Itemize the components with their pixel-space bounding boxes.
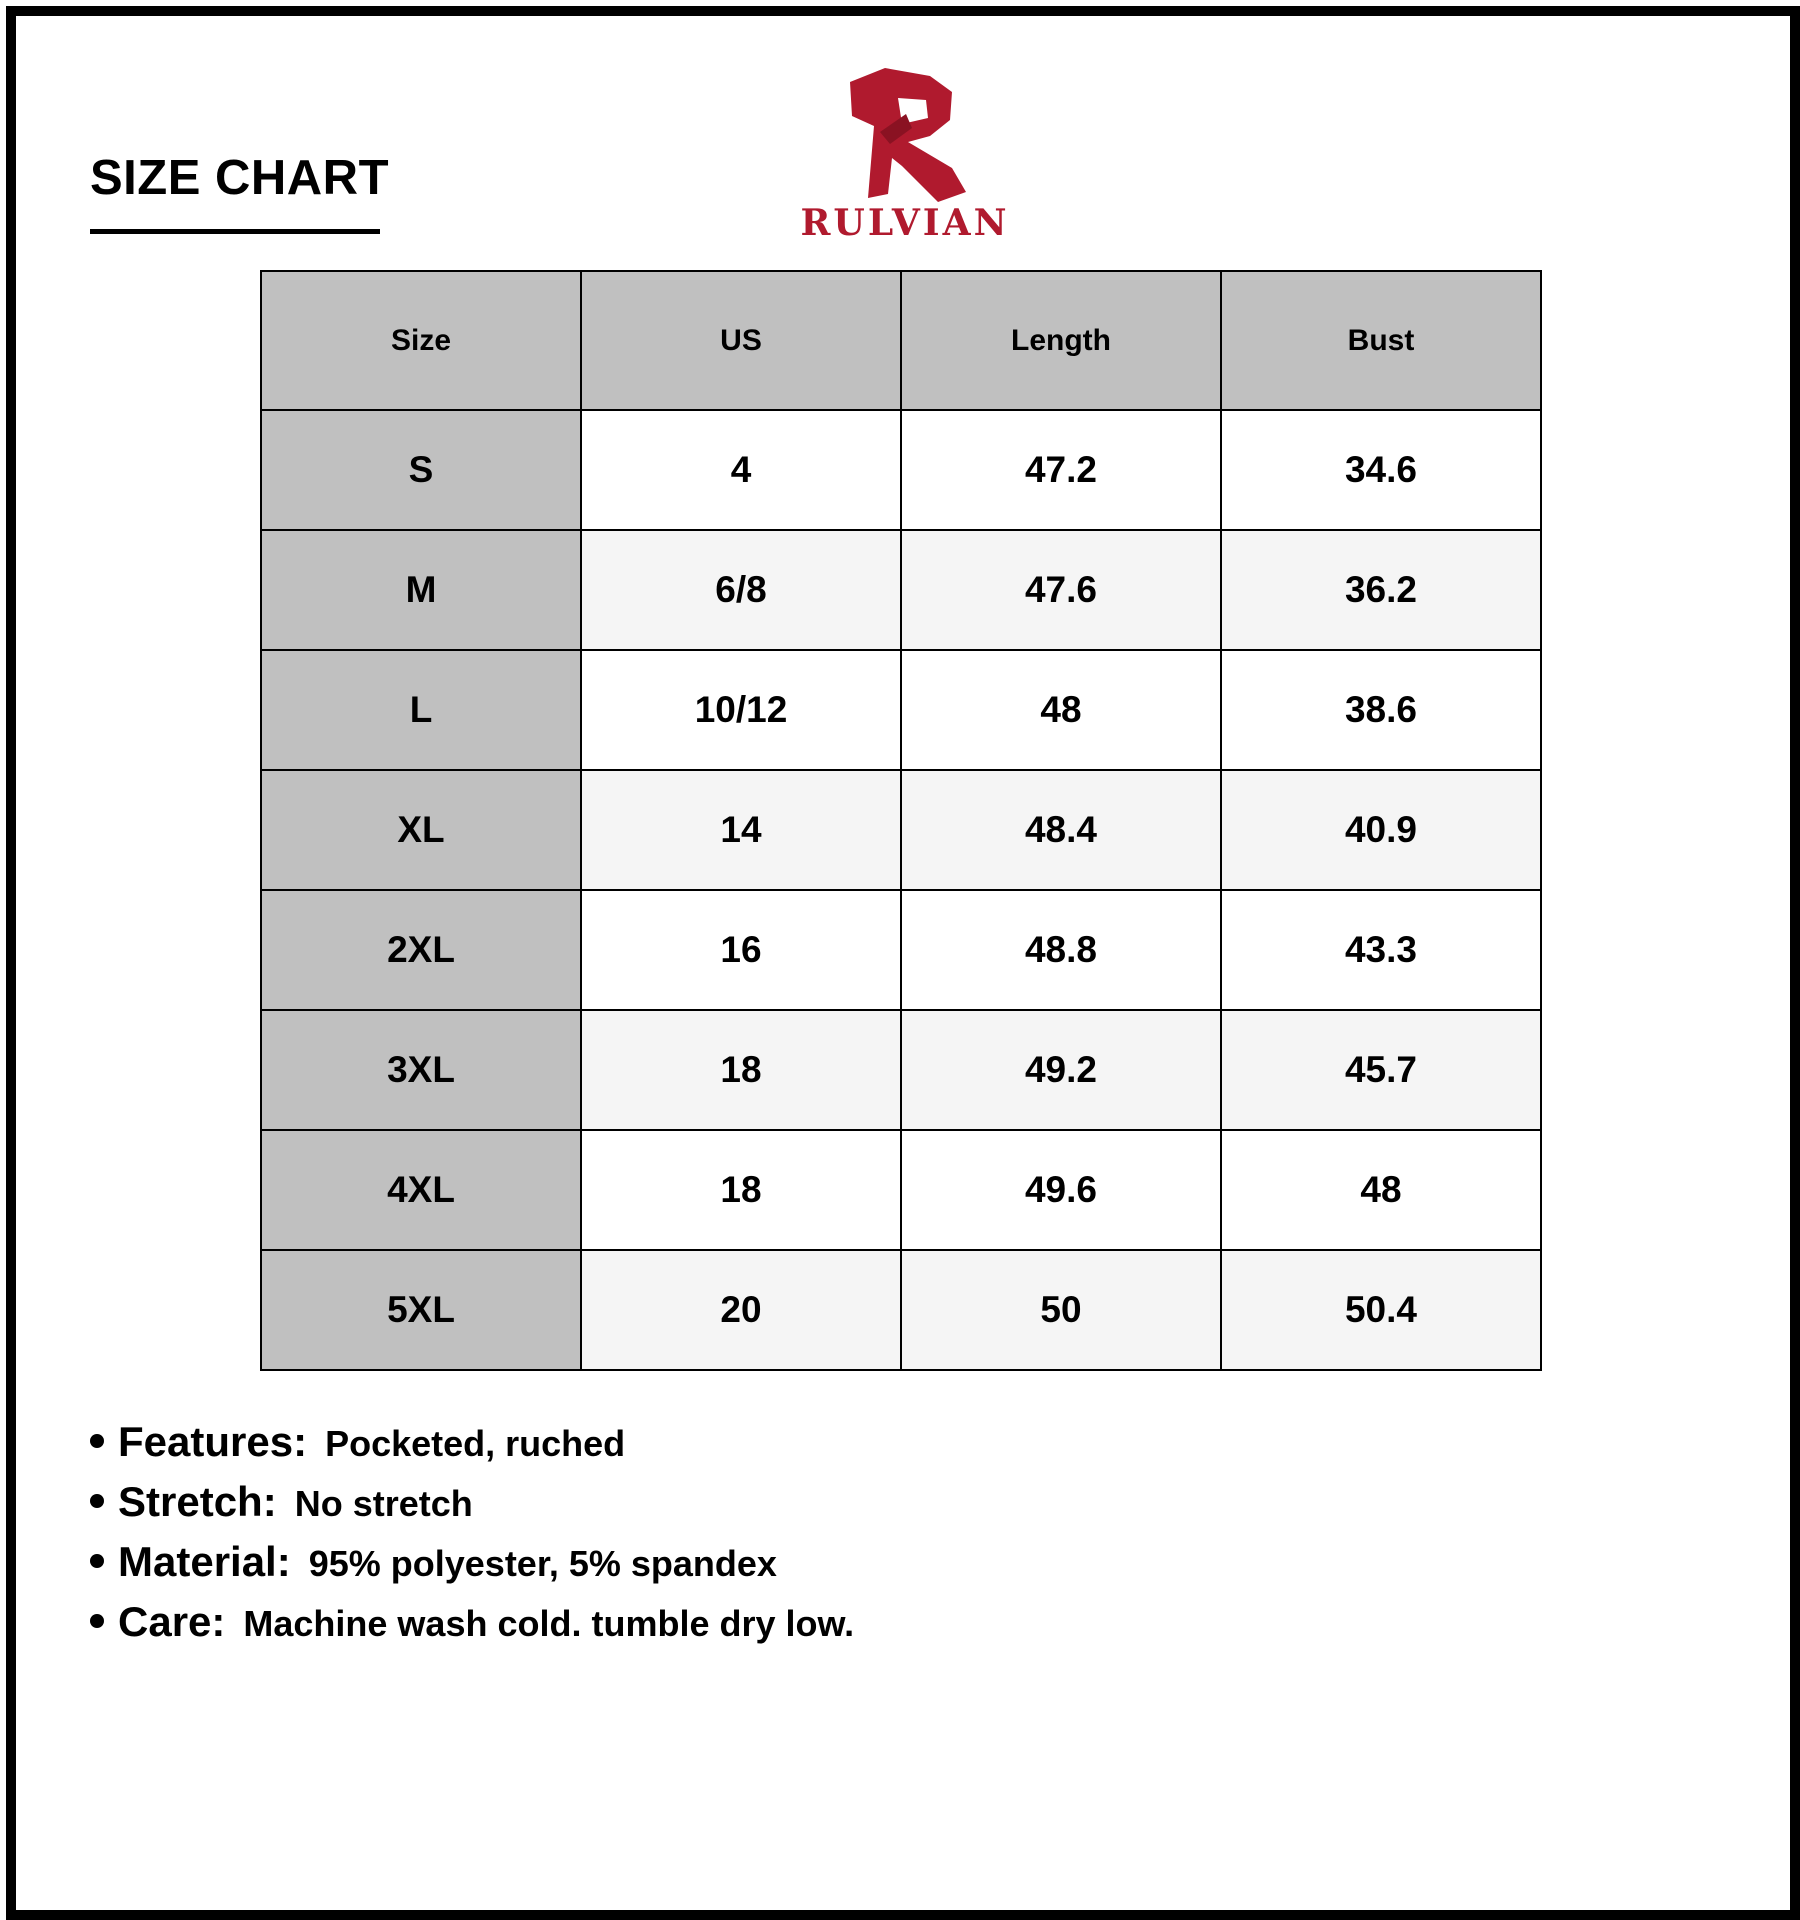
bust-cell: 40.9 [1221, 770, 1541, 890]
length-cell: 47.2 [901, 410, 1221, 530]
bust-cell: 38.6 [1221, 650, 1541, 770]
spec-value: Pocketed, ruched [325, 1423, 626, 1464]
bust-cell: 36.2 [1221, 530, 1541, 650]
us-cell: 20 [581, 1250, 901, 1370]
size-cell: 4XL [261, 1130, 581, 1250]
bust-cell: 45.7 [1221, 1010, 1541, 1130]
table-header-row [261, 271, 1541, 410]
title-underline [90, 229, 380, 234]
spec-value: 95% polyester, 5% spandex [308, 1543, 777, 1584]
spec-value: Machine wash cold. tumble dry low. [243, 1603, 855, 1644]
table-row [261, 1130, 1541, 1250]
bust-cell: 48 [1221, 1130, 1541, 1250]
brand-logo-icon [780, 62, 1030, 202]
table-row [261, 530, 1541, 650]
length-cell: 48.8 [901, 890, 1221, 1010]
us-cell: 10/12 [581, 650, 901, 770]
us-cell: 18 [581, 1010, 901, 1130]
bullet-icon [90, 1434, 104, 1448]
brand-name: RULVIAN [800, 202, 1010, 244]
length-cell: 48 [901, 650, 1221, 770]
size-cell: L [261, 650, 581, 770]
spec-item-features [90, 1418, 854, 1478]
bust-cell: 34.6 [1221, 410, 1541, 530]
brand-logo [780, 62, 1030, 247]
header-size: Size [261, 271, 581, 410]
size-cell: M [261, 530, 581, 650]
spec-label: Material: [118, 1538, 291, 1585]
table-row [261, 650, 1541, 770]
size-cell: XL [261, 770, 581, 890]
table-row [261, 770, 1541, 890]
length-cell: 50 [901, 1250, 1221, 1370]
bullet-icon [90, 1614, 104, 1628]
page-title: SIZE CHART [90, 151, 389, 205]
size-cell: 3XL [261, 1010, 581, 1130]
spec-value: No stretch [294, 1483, 473, 1524]
bust-cell: 50.4 [1221, 1250, 1541, 1370]
spec-label: Stretch: [118, 1478, 277, 1525]
table-row [261, 890, 1541, 1010]
size-table [260, 270, 1542, 1371]
size-cell: 2XL [261, 890, 581, 1010]
spec-item-care [90, 1598, 854, 1658]
length-cell: 49.2 [901, 1010, 1221, 1130]
us-cell: 14 [581, 770, 901, 890]
us-cell: 16 [581, 890, 901, 1010]
us-cell: 6/8 [581, 530, 901, 650]
spec-label: Features: [118, 1418, 308, 1465]
bullet-icon [90, 1494, 104, 1508]
us-cell: 4 [581, 410, 901, 530]
header-length: Length [901, 271, 1221, 410]
spec-label: Care: [118, 1598, 226, 1645]
product-specs [90, 1418, 854, 1658]
header-bust: Bust [1221, 271, 1541, 410]
header-us: US [581, 271, 901, 410]
length-cell: 47.6 [901, 530, 1221, 650]
spec-item-stretch [90, 1478, 854, 1538]
table-row [261, 1250, 1541, 1370]
length-cell: 49.6 [901, 1130, 1221, 1250]
bust-cell: 43.3 [1221, 890, 1541, 1010]
length-cell: 48.4 [901, 770, 1221, 890]
size-cell: S [261, 410, 581, 530]
us-cell: 18 [581, 1130, 901, 1250]
table-row [261, 410, 1541, 530]
spec-item-material [90, 1538, 854, 1598]
size-cell: 5XL [261, 1250, 581, 1370]
table-row [261, 1010, 1541, 1130]
bullet-icon [90, 1554, 104, 1568]
